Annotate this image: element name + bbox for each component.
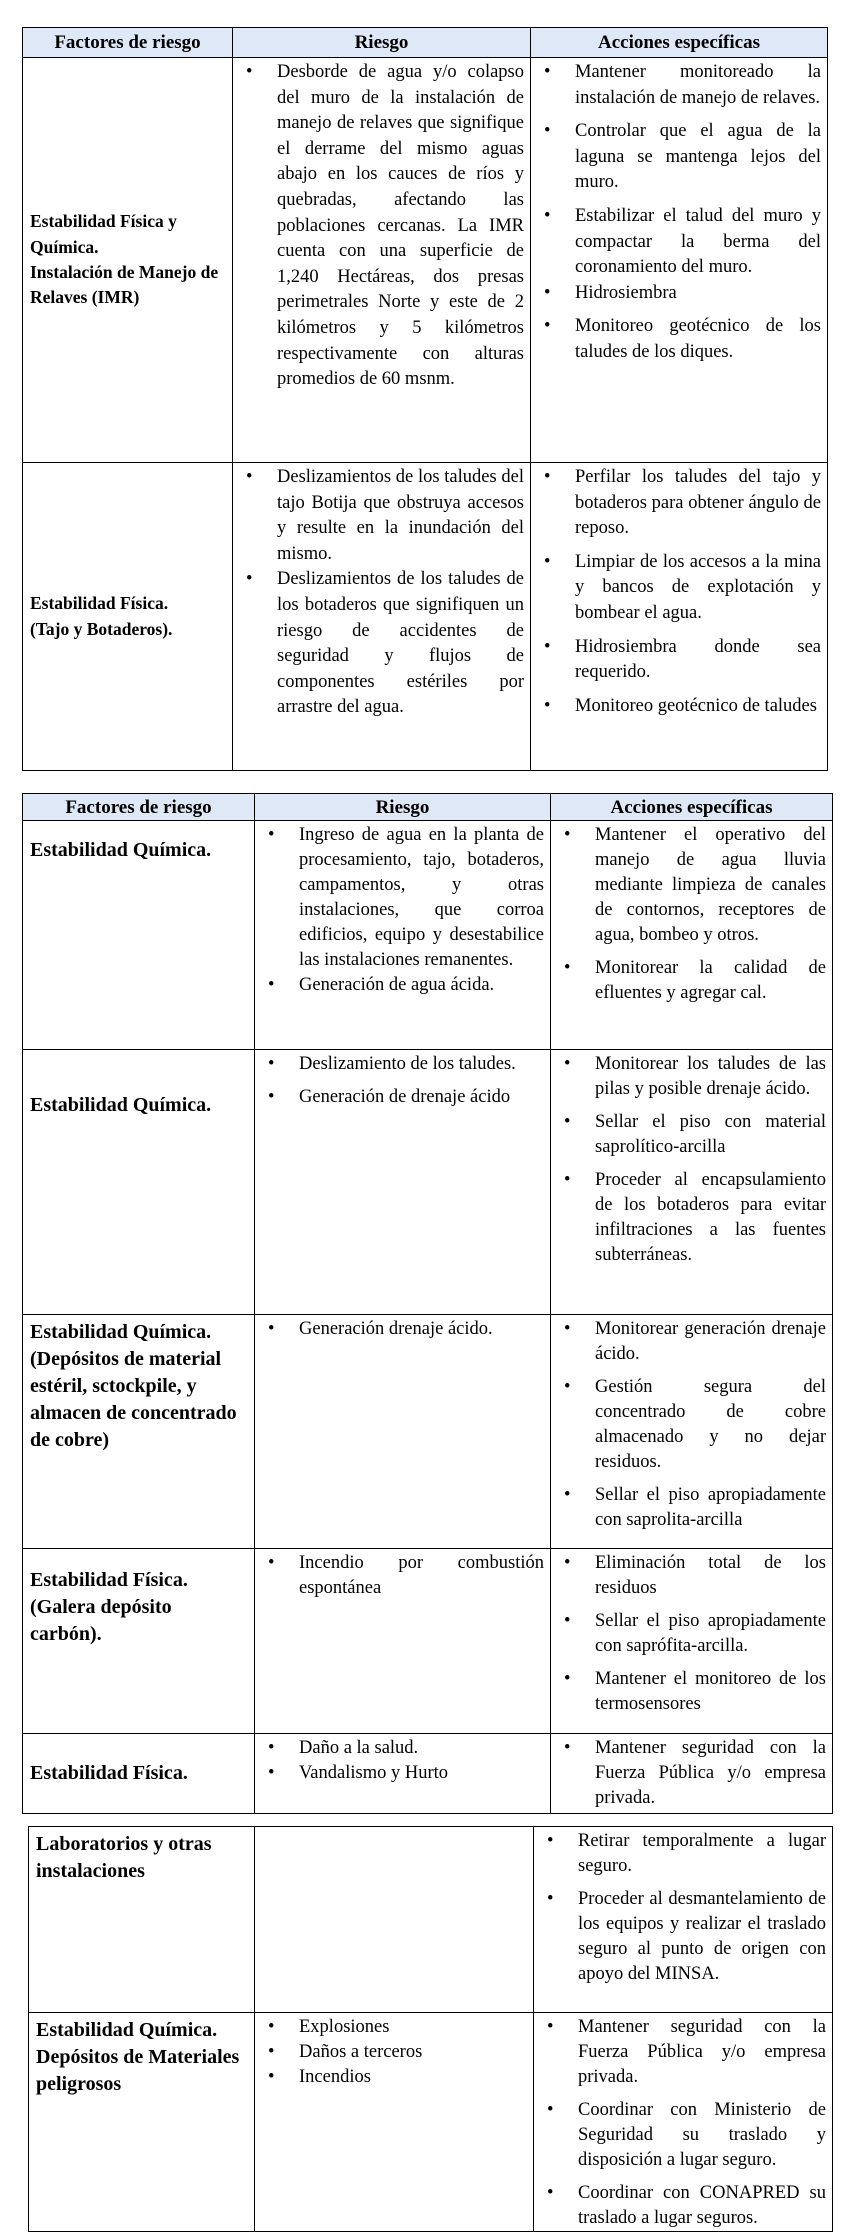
factor-line: Estabilidad Química. Depósitos de Materiales peligrosos xyxy=(36,2019,240,2095)
risk-table-1 xyxy=(22,27,828,771)
actions-cell xyxy=(551,1315,833,1549)
list-item: • Retirar temporalmente a lugar seguro. xyxy=(578,1829,826,1879)
header-actions: Acciones específicas xyxy=(551,794,833,821)
table-row xyxy=(23,821,833,1050)
table-row xyxy=(23,1050,833,1315)
list-item: • Monitorear generación drenaje ácido. xyxy=(595,1317,826,1367)
risk-cell xyxy=(255,2013,534,2232)
list-item: • Deslizamiento de los taludes. xyxy=(299,1052,544,1077)
header-risk: Riesgo xyxy=(255,794,551,821)
factor-line: Estabilidad Física y Química. xyxy=(30,211,177,257)
factor-line: Estabilidad Física. xyxy=(30,1762,188,1784)
list-item: • Generación drenaje ácido. xyxy=(299,1317,544,1342)
list-item: • Sellar el piso apropiadamente con saprolita-arcilla xyxy=(595,1483,826,1533)
list-item: • Hidrosiembra donde sea requerido. xyxy=(575,635,821,686)
list-item: • Mantener el operativo del manejo de agua lluvia mediante limpieza de canales de contornos, receptores de agua, bombeo y otros. xyxy=(595,823,826,948)
list-item: • Monitorear los taludes de las pilas y posible drenaje ácido. xyxy=(595,1052,826,1102)
factor-cell xyxy=(23,1315,255,1549)
factor-line: Laboratorios y otras instalaciones xyxy=(36,1833,212,1882)
actions-cell xyxy=(534,2013,833,2232)
risk-cell xyxy=(255,1549,551,1734)
list-item: • Sellar el piso con material saprolítico-arcilla xyxy=(595,1110,826,1160)
list-item: • Mantener el monitoreo de los termosensores xyxy=(595,1667,826,1717)
factor-line: Estabilidad Física. (Galera depósito carbón). xyxy=(30,1569,188,1645)
table-row xyxy=(29,2013,833,2232)
risk-cell xyxy=(233,58,531,463)
header-factor: Factores de riesgo xyxy=(23,28,233,58)
actions-cell xyxy=(531,463,828,771)
list-item: • Incendio por combustión espontánea xyxy=(299,1551,544,1601)
list-item: • Mantener monitoreado la instalación de manejo de relaves. xyxy=(575,60,821,111)
list-item: • Generación de drenaje ácido xyxy=(299,1085,544,1110)
actions-cell xyxy=(551,1549,833,1734)
list-item: • Estabilizar el talud del muro y compactar la berma del coronamiento del muro. xyxy=(575,204,821,281)
risk-cell xyxy=(233,463,531,771)
table-row xyxy=(23,1549,833,1734)
risk-cell xyxy=(255,821,551,1050)
header-risk: Riesgo xyxy=(233,28,531,58)
factor-cell xyxy=(29,1827,255,2013)
list-item: • Limpiar de los accesos a la mina y bancos de explotación y bombear el agua. xyxy=(575,550,821,627)
table-row xyxy=(23,1734,833,1814)
factor-line: Estabilidad Química. (Depósitos de material estéril, sctockpile, y almacen de concentrado de cobre) xyxy=(30,1321,237,1451)
list-item: • Gestión segura del concentrado de cobre almacenado y no dejar residuos. xyxy=(595,1375,826,1475)
factor-line: Instalación de Manejo de Relaves (IMR) xyxy=(30,262,219,308)
list-item: • Mantener seguridad con la Fuerza Pública y/o empresa privada. xyxy=(578,2015,826,2090)
risk-table-2 xyxy=(22,793,833,1814)
factor-cell xyxy=(23,1734,255,1814)
list-item: • Generación de agua ácida. xyxy=(299,973,544,998)
factor-line: Estabilidad Física. xyxy=(30,593,169,614)
table-row xyxy=(23,1315,833,1549)
factor-cell xyxy=(23,1050,255,1315)
list-item: • Coordinar con Ministerio de Seguridad su traslado y disposición a lugar seguro. xyxy=(578,2098,826,2173)
risk-cell xyxy=(255,1734,551,1814)
factor-line: (Tajo y Botaderos). xyxy=(30,618,173,639)
actions-cell xyxy=(551,1734,833,1814)
header-factor: Factores de riesgo xyxy=(23,794,255,821)
factor-cell xyxy=(23,463,233,771)
list-item: • Mantener seguridad con la Fuerza Pública y/o empresa privada. xyxy=(595,1736,826,1811)
actions-cell xyxy=(551,1050,833,1315)
factor-cell xyxy=(23,58,233,463)
actions-cell xyxy=(534,1827,833,2013)
factor-line: Estabilidad Química. xyxy=(30,1094,212,1116)
table-row xyxy=(29,1827,833,2013)
factor-cell xyxy=(29,2013,255,2232)
list-item: • Perfilar los taludes del tajo y botaderos para obtener ángulo de reposo. xyxy=(575,465,821,542)
table-row xyxy=(23,58,828,463)
list-item: • Monitorear la calidad de efluentes y agregar cal. xyxy=(595,956,826,1006)
factor-cell xyxy=(23,1549,255,1734)
list-item: • Controlar que el agua de la laguna se mantenga lejos del muro. xyxy=(575,119,821,196)
risk-cell xyxy=(255,1827,534,2013)
list-item: • Hidrosiembra xyxy=(575,281,821,307)
actions-cell xyxy=(531,58,828,463)
list-item: • Explosiones xyxy=(299,2015,527,2040)
list-item: • Daño a la salud. xyxy=(299,1736,544,1761)
list-item: • Deslizamientos de los taludes del tajo Botija que obstruya accesos y resulte en la inundación del mismo. xyxy=(277,465,524,567)
risk-table-3 xyxy=(28,1826,833,2232)
list-item: • Proceder al encapsulamiento de los botaderos para evitar infiltraciones a las fuentes subterráneas. xyxy=(595,1168,826,1268)
header-actions: Acciones específicas xyxy=(531,28,828,58)
risk-cell xyxy=(255,1050,551,1315)
list-item: • Eliminación total de los residuos xyxy=(595,1551,826,1601)
factor-line: Estabilidad Química. xyxy=(30,839,212,861)
list-item: • Sellar el piso apropiadamente con saprófita-arcilla. xyxy=(595,1609,826,1659)
factor-cell xyxy=(23,821,255,1050)
list-item: • Ingreso de agua en la planta de procesamiento, tajo, botaderos, campamentos, y otras instalaciones, que corroa edificios, equipo y desestabilice las instalaciones remanentes. xyxy=(299,823,544,973)
list-item: • Coordinar con CONAPRED su traslado a lugar seguros. xyxy=(578,2181,826,2231)
list-item: • Vandalismo y Hurto xyxy=(299,1761,544,1786)
list-item: • Daños a terceros xyxy=(299,2040,527,2065)
list-item: • Proceder al desmantelamiento de los equipos y realizar el traslado seguro al punto de origen con apoyo del MINSA. xyxy=(578,1887,826,1987)
actions-cell xyxy=(551,821,833,1050)
list-item: • Desborde de agua y/o colapso del muro de la instalación de manejo de relaves que signifique el derrame del mismo aguas abajo en los cauces de ríos y quebradas, afectando las poblaciones cercanas. La IMR cuenta con una superficie de 1,240 Hectáreas, dos presas perimetrales Norte y este de 2 kilómetros y 5 kilómetros respectivamente con alturas promedios de 60 msnm. xyxy=(277,60,524,393)
table-row xyxy=(23,463,828,771)
risk-cell xyxy=(255,1315,551,1549)
list-item: • Monitoreo geotécnico de los taludes de los diques. xyxy=(575,314,821,365)
list-item: • Deslizamientos de los taludes de los botaderos que signifiquen un riesgo de accidentes de seguridad y flujos de componentes estériles por arrastre del agua. xyxy=(277,567,524,721)
list-item: • Monitoreo geotécnico de taludes xyxy=(575,694,821,720)
list-item: • Incendios xyxy=(299,2065,527,2090)
